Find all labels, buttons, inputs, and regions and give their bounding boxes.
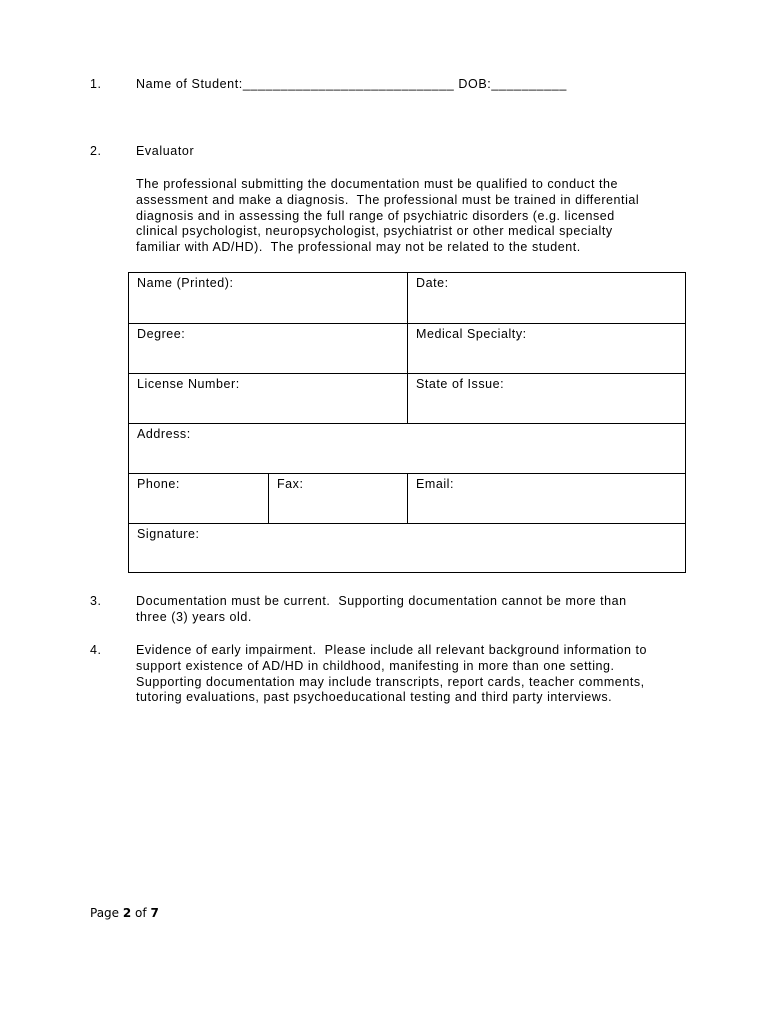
table-row xyxy=(129,273,685,323)
table-row xyxy=(129,473,685,523)
paragraph-line: tutoring evaluations, past psychoeducational testing and third party interviews. xyxy=(136,690,613,705)
signature-label: Signature: xyxy=(137,527,200,541)
date-field[interactable] xyxy=(407,273,685,323)
medical-specialty-label: Medical Specialty: xyxy=(416,327,527,341)
address-label: Address: xyxy=(137,427,191,441)
page-prefix: Page xyxy=(90,906,123,920)
address-field[interactable] xyxy=(129,424,685,473)
early-impairment-paragraph xyxy=(136,643,696,706)
phone-field[interactable] xyxy=(129,474,268,523)
table-row xyxy=(129,323,685,373)
license-number-label: License Number: xyxy=(137,377,240,391)
item-2-number: 2. xyxy=(90,144,102,158)
medical-specialty-field[interactable] xyxy=(407,324,685,373)
page-total: 7 xyxy=(150,906,159,920)
table-row xyxy=(129,523,685,572)
license-number-field[interactable] xyxy=(129,374,407,423)
name-printed-field[interactable] xyxy=(129,273,407,323)
paragraph-line: The professional submitting the documentation must be qualified to conduct the xyxy=(136,177,619,191)
paragraph-line: Evidence of early impairment. Please include all relevant background information to xyxy=(136,643,648,657)
item-4-number: 4. xyxy=(90,643,102,657)
signature-field[interactable] xyxy=(129,524,685,572)
table-row xyxy=(129,373,685,423)
page-number: 2 xyxy=(122,906,132,920)
degree-field[interactable] xyxy=(129,324,407,373)
degree-label: Degree: xyxy=(137,327,186,341)
evaluator-form-table xyxy=(128,272,686,573)
paragraph-line: Documentation must be current. Supporting documentation cannot be more than xyxy=(136,594,627,608)
item-1-number: 1. xyxy=(90,77,102,91)
evaluator-paragraph xyxy=(136,177,696,256)
fax-label: Fax: xyxy=(277,477,304,491)
fax-field[interactable] xyxy=(268,474,407,523)
paragraph-line: Supporting documentation may include transcripts, report cards, teacher comments, xyxy=(136,674,645,689)
state-of-issue-label: State of Issue: xyxy=(416,377,505,391)
email-field[interactable] xyxy=(407,474,685,523)
paragraph-line: diagnosis and in assessing the full range of psychiatric disorders (e.g. licensed xyxy=(136,208,615,223)
evaluator-heading: Evaluator xyxy=(136,144,195,158)
paragraph-line: familiar with AD/HD). The professional may not be related to the student. xyxy=(136,240,581,255)
table-row xyxy=(129,423,685,473)
item-3-number: 3. xyxy=(90,594,102,608)
page-footer xyxy=(90,906,159,920)
student-name-dob-line: Name of Student:____________________________ DOB:__________ xyxy=(136,77,567,91)
paragraph-line: support existence of AD/HD in childhood, manifesting in more than one setting. xyxy=(136,658,615,673)
name-printed-label: Name (Printed): xyxy=(137,276,234,290)
paragraph-line: clinical psychologist, neuropsychologist, psychiatrist or other medical specialty xyxy=(136,224,613,239)
paragraph-line: assessment and make a diagnosis. The professional must be trained in differential xyxy=(136,192,640,207)
phone-label: Phone: xyxy=(137,477,180,491)
page-of: of xyxy=(131,906,151,920)
date-label: Date: xyxy=(416,276,449,290)
state-of-issue-field[interactable] xyxy=(407,374,685,423)
currency-paragraph xyxy=(136,594,696,626)
paragraph-line: three (3) years old. xyxy=(136,609,252,624)
email-label: Email: xyxy=(416,477,455,491)
